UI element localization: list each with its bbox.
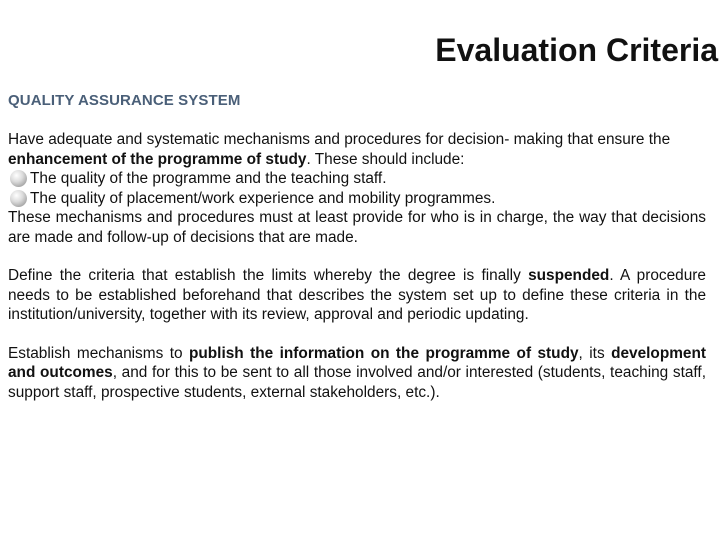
paragraph-quality-mechanisms bbox=[8, 130, 706, 169]
para3-mid: , its bbox=[578, 344, 612, 362]
para1-outro: . These should include: bbox=[306, 150, 465, 168]
para2-intro: Define the criteria that establish the limits whereby the degree is finally bbox=[8, 267, 529, 284]
para3-bold2: development and outcomes bbox=[8, 344, 707, 381]
para2-bold: suspended bbox=[528, 267, 610, 284]
bullet-icon bbox=[10, 170, 27, 187]
paragraph-suspension-criteria bbox=[8, 266, 706, 325]
paragraph-responsibility: These mechanisms and procedures must at least provide for who is in charge, the way that decisions are made and follow-up of decisions that are made. bbox=[8, 209, 706, 246]
section-heading: QUALITY ASSURANCE SYSTEM bbox=[8, 92, 241, 109]
para3-outro: , and for this to be sent to all those involved and/or interested (students, teaching staff, support staff, prospective students, external stakeholders, etc.). bbox=[8, 364, 706, 401]
bullet-icon bbox=[10, 190, 27, 207]
para1-bold: enhancement of the programme of study bbox=[8, 150, 307, 168]
bullet-text: The quality of the programme and the teaching staff. bbox=[30, 170, 387, 187]
para3-bold: publish the information on the programme of study bbox=[188, 344, 579, 362]
slide-title: Evaluation Criteria bbox=[435, 32, 718, 68]
para1-intro: Have adequate and systematic mechanisms and procedures for decision- making that ensure the bbox=[8, 131, 671, 148]
slide-body bbox=[8, 130, 706, 402]
bullet-item bbox=[8, 169, 706, 189]
paragraph-publish-information bbox=[8, 344, 706, 403]
para2-outro: . A procedure needs to be established beforehand that describes the system set up to define these criteria in the institution/university, together with its review, approval and periodic updating. bbox=[8, 267, 706, 323]
bullet-text: The quality of placement/work experience and mobility programmes. bbox=[30, 189, 496, 207]
para3-intro: Establish mechanisms to bbox=[8, 344, 189, 362]
bullet-item bbox=[8, 189, 706, 209]
